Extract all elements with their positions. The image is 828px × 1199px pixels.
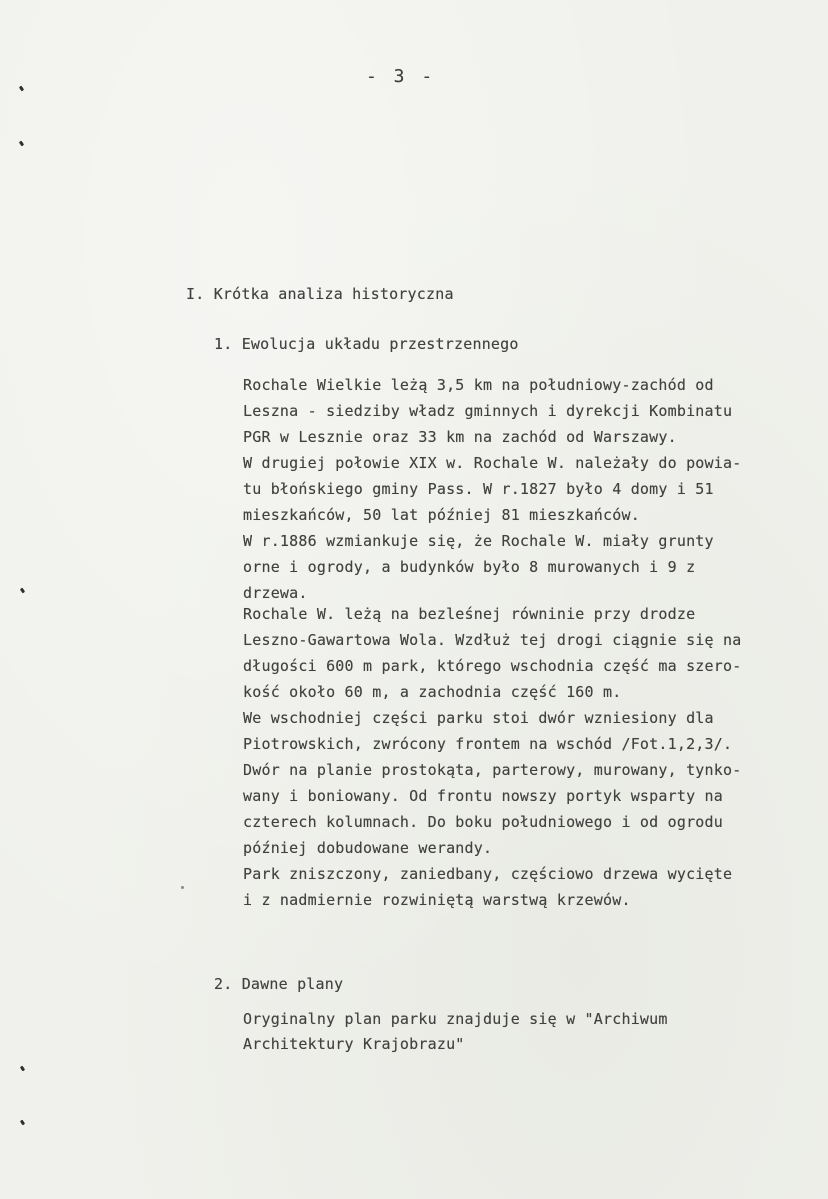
paper-speck <box>181 886 184 889</box>
paragraph-line: wany i boniowany. Od frontu nowszy portyk wsparty na <box>243 787 723 805</box>
paragraph-line: Architektury Krajobrazu" <box>243 1035 465 1053</box>
paragraph-line: orne i ogrody, a budynków było 8 murowanych i 9 z <box>243 558 696 576</box>
paragraph-line: czterech kolumnach. Do boku południowego i od ogrodu <box>243 813 723 831</box>
paragraph-line: PGR w Lesznie oraz 33 km na zachód od Warszawy. <box>243 428 677 446</box>
subsection-title-2: 2. Dawne plany <box>214 975 344 993</box>
paragraph-line: W drugiej połowie XIX w. Rochale W. należały do powia- <box>243 454 742 472</box>
paragraph-line: Leszno-Gawartowa Wola. Wzdłuż tej drogi ciągnie się na <box>243 631 742 649</box>
paragraph-line: Park zniszczony, zaniedbany, częściowo drzewa wycięte <box>243 865 733 883</box>
paragraph-line: długości 600 m park, którego wschodnia część ma szero- <box>243 657 742 675</box>
paragraph-line: Piotrowskich, zwrócony frontem na wschód /Fot.1,2,3/. <box>243 735 733 753</box>
paragraph-line: drzewa. <box>243 584 308 602</box>
margin-mark <box>19 86 24 92</box>
section-heading: I. Krótka analiza historyczna <box>186 285 454 303</box>
paragraph-line: W r.1886 wzmiankuje się, że Rochale W. miały grunty <box>243 532 714 550</box>
subsection-title-1: 1. Ewolucja układu przestrzennego <box>214 335 519 353</box>
margin-mark <box>19 141 24 147</box>
paragraph-line: Leszna - siedziby władz gminnych i dyrekcji Kombinatu <box>243 402 733 420</box>
margin-mark <box>20 588 25 594</box>
paragraph-line: mieszkańców, 50 lat później 81 mieszkańców. <box>243 506 640 524</box>
paragraph-line: kość około 60 m, a zachodnia część 160 m. <box>243 683 622 701</box>
paragraph-line: i z nadmiernie rozwiniętą warstwą krzewów. <box>243 891 631 909</box>
paragraph-line: później dobudowane werandy. <box>243 839 493 857</box>
margin-mark <box>20 1120 25 1126</box>
paragraph-line: tu błońskiego gminy Pass. W r.1827 było 4 domy i 51 <box>243 480 714 498</box>
paragraph-line: Oryginalny plan parku znajduje się w "Archiwum <box>243 1010 668 1028</box>
page-number: - 3 - <box>366 66 436 87</box>
margin-mark <box>20 1066 25 1072</box>
paragraph-line: Rochale Wielkie leżą 3,5 km na południowy-zachód od <box>243 376 714 394</box>
paragraph-line: We wschodniej części parku stoi dwór wzniesiony dla <box>243 709 714 727</box>
paragraph-line: Dwór na planie prostokąta, parterowy, murowany, tynko- <box>243 761 742 779</box>
paragraph-line: Rochale W. leżą na bezleśnej równinie przy drodze <box>243 605 696 623</box>
